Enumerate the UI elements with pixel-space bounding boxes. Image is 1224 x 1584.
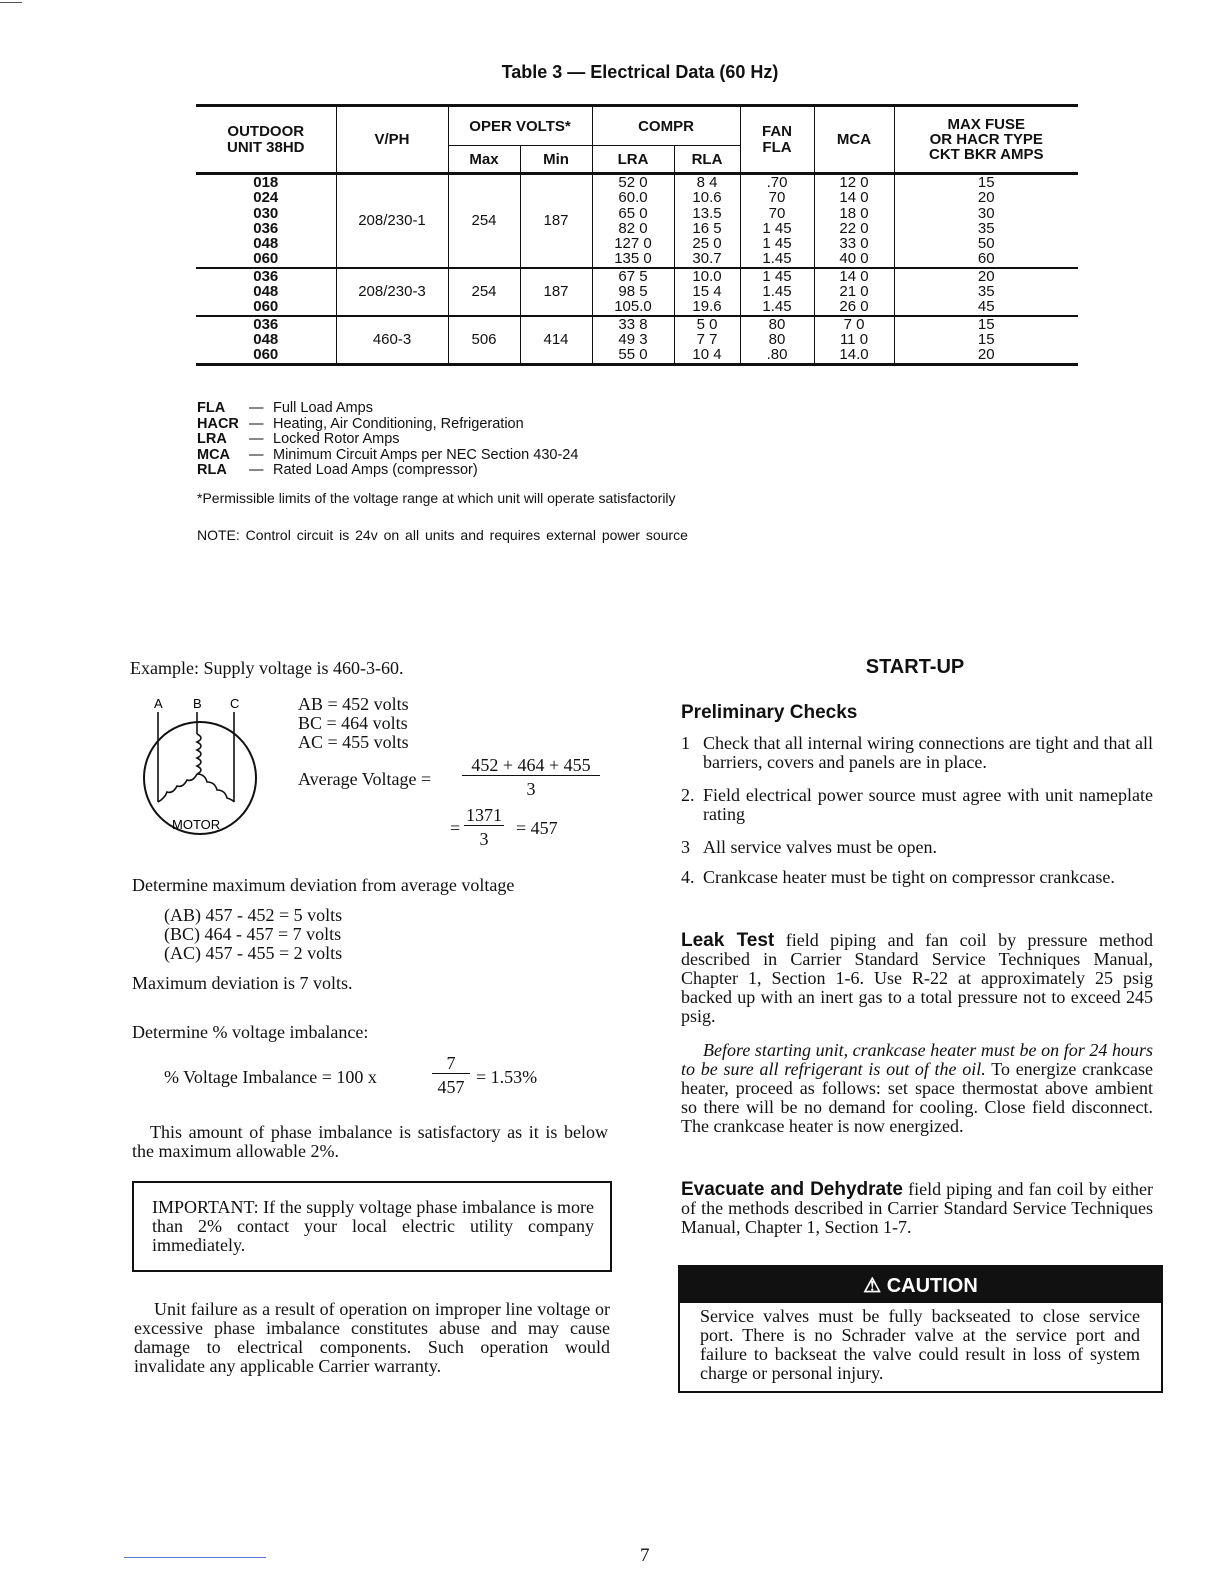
mca-value: 33 0 [839,235,869,253]
lra-value: 135 0 [614,250,652,268]
units-value: 018 [253,174,279,191]
fuse-value: 20 [977,346,995,364]
cell-vph: 208/230-1 [336,174,448,268]
rla-value: 5 0 [696,315,718,333]
leak-test-paragraph [681,931,1153,1026]
abbreviation-text: Full Load Amps [273,400,373,416]
list-item-number: 3 [681,837,690,857]
fuse-value: 15 [977,330,995,348]
imbalance-heading: Determine % voltage imbalance: [132,1022,369,1042]
cell-mca [814,316,894,364]
abbreviation-row [197,432,578,448]
cell-rla [674,268,740,316]
leak-test-heading: Leak Test [681,930,775,951]
mca-value: 21 0 [839,283,869,301]
cell-units [196,316,336,364]
fuse-value: 50 [977,235,995,253]
cell-max: 254 [448,174,520,268]
cell-units [196,174,336,268]
fan-value: 1 45 [762,219,792,237]
abbreviation-key: RLA [197,462,227,478]
lra-value: 98 5 [618,283,648,301]
table-row [196,268,1078,316]
cell-vph: 460-3 [336,316,448,364]
cell-lra [592,174,674,268]
abbreviation-dash: — [249,431,264,447]
rla-value: 13.5 [692,204,722,222]
fuse-value: 60 [977,250,995,268]
header-mca: MCA [814,106,894,174]
average-voltage-label: Average Voltage = [298,769,432,789]
abbreviation-row [197,448,578,464]
fan-value: 80 [768,330,786,348]
abbreviation-text: Heating, Air Conditioning, Refrigeration [273,415,524,432]
header-oper-volts: OPER VOLTS* [448,106,592,146]
cell-rla [674,316,740,364]
motor-diagram [138,694,268,844]
cell-min: 414 [520,316,592,364]
cell-fuse [894,174,1078,268]
important-box [132,1181,612,1272]
abbreviation-key: FLA [197,400,226,416]
imbalance-result: = 1.53% [476,1067,538,1087]
imbalance-numerator: 7 [432,1054,470,1074]
deviation-bc: (BC) 464 - 457 = 7 volts [164,924,342,944]
list-item [681,734,1153,772]
terminal-b-label: B [193,696,202,711]
warranty-text: Unit failure as a result of operation on improper line voltage or excessive phase imbalance constitutes abuse and may cause damage to electrical components. Such operation would invalidate any applicable Carrier warranty. [134,1299,610,1376]
units-value: 036 [253,219,279,237]
units-value: 048 [253,235,279,253]
deviation-ab: (AB) 457 - 452 = 5 volts [164,905,343,925]
satisfactory-text: This amount of phase imbalance is satisfactory as it is below the maximum allowable 2%. [132,1122,608,1161]
abbreviation-key: LRA [197,431,227,447]
list-item-text: All service valves must be open. [703,837,937,857]
max-deviation: Maximum deviation is 7 volts. [132,973,353,993]
units-value: 036 [253,315,279,333]
list-item [681,838,1153,857]
crankcase-paragraph [681,1041,1153,1136]
terminal-a-label: A [154,696,163,711]
mca-value: 40 0 [839,250,869,268]
abbreviation-key: HACR [197,415,239,432]
bottom-rule [124,1557,266,1558]
table-row [196,174,1078,268]
mca-value: 11 0 [839,330,869,348]
cell-mca [814,174,894,268]
mca-value: 12 0 [839,174,869,191]
fan-value: 70 [768,189,786,207]
rla-value: 8 4 [696,174,718,191]
header-compr: COMPR [592,106,740,146]
mca-value: 14 0 [839,189,869,207]
units-value: 060 [253,250,279,268]
crankcase-text: To energize crankcase heater, proceed as follows: set space thermostat above ambient so there will be no demand for cooling. Close field disconnect. The crankcase heater is now energized. [681,1059,1154,1136]
fuse-value: 20 [977,267,995,285]
fuse-value: 45 [977,298,995,316]
list-item-number: 2. [681,785,695,805]
units-value: 036 [253,267,279,285]
fuse-value: 35 [977,219,995,237]
fuse-value: 15 [977,174,995,191]
list-item [681,868,1153,887]
header-outdoor-unit: OUTDOOR UNIT 38HD [196,106,336,174]
abbreviation-row [197,401,578,417]
page-number: 7 [640,1545,650,1566]
lra-value: 60.0 [618,189,648,207]
rla-value: 25 0 [692,235,722,253]
footnote-permissible: *Permissible limits of the voltage range at which unit will operate satisfactorily [197,490,676,506]
abbreviation-text: Minimum Circuit Amps per NEC Section 430-24 [273,446,579,463]
mca-value: 14.0 [839,346,869,364]
cell-mca [814,268,894,316]
cell-max: 506 [448,316,520,364]
mca-value: 18 0 [839,204,869,222]
average-denominator: 3 [526,779,536,799]
caution-text: Service valves must be fully backseated to close service port. There is no Schrader valve at the service port and failure to backseat the valve could result in loss of system charge or personal injury. [700,1306,1140,1383]
evacuate-paragraph [681,1180,1153,1237]
fan-value: 80 [768,315,786,333]
fan-value: 1.45 [762,298,792,316]
fan-value: 1 45 [762,235,792,253]
cell-units [196,268,336,316]
units-value: 030 [253,204,279,222]
abbreviation-list [197,401,578,479]
units-value: 060 [253,346,279,364]
cell-min: 187 [520,174,592,268]
rla-value: 16 5 [692,219,722,237]
mca-value: 26 0 [839,298,869,316]
important-text: IMPORTANT: If the supply voltage phase imbalance is more than 2% contact your local electric utility company immediately. [152,1197,594,1255]
fuse-value: 15 [977,315,995,333]
cell-fan [740,174,814,268]
lra-value: 127 0 [614,235,652,253]
fuse-value: 30 [977,204,995,222]
terminal-c-label: C [230,696,240,711]
average-numerator: 452 + 464 + 455 [462,756,600,776]
abbreviation-dash: — [249,415,264,432]
fan-value: 1 45 [762,267,792,285]
cell-fuse [894,316,1078,364]
cell-vph: 208/230-3 [336,268,448,316]
abbreviation-dash: — [249,446,264,463]
lra-value: 105.0 [614,298,652,316]
deviation-heading: Determine maximum deviation from average voltage [132,875,515,895]
units-value: 060 [253,298,279,316]
abbreviation-text: Locked Rotor Amps [273,431,400,447]
cell-max: 254 [448,268,520,316]
list-item-text: Check that all internal wiring connections are tight and that all barriers, covers and panels are in place. [703,733,1153,772]
lra-value: 49 3 [618,330,648,348]
mca-value: 14 0 [839,267,869,285]
cell-lra [592,316,674,364]
deviation-ac: (AC) 457 - 455 = 2 volts [164,943,343,963]
rla-value: 10.0 [692,267,722,285]
fan-value: .70 [766,174,788,191]
cell-lra [592,268,674,316]
motor-label: MOTOR [172,817,221,832]
list-item-text: Crankcase heater must be tight on compressor crankcase. [703,867,1115,887]
lra-value: 52 0 [618,174,648,191]
list-item-number: 1 [681,733,690,753]
abbreviation-dash: — [249,462,264,478]
equals-sign: = [450,818,461,838]
cell-fan [740,268,814,316]
caution-box [678,1265,1163,1393]
rla-value: 7 7 [696,330,718,348]
caution-header: ⚠ CAUTION [680,1267,1161,1303]
sum-denominator: 3 [479,829,489,849]
abbreviation-row [197,463,578,479]
cell-rla [674,174,740,268]
fuse-value: 20 [977,189,995,207]
fan-value: .80 [766,346,788,364]
table-title: Table 3 — Electrical Data (60 Hz) [501,62,779,82]
list-item [681,786,1153,824]
fan-value: 1.45 [762,250,792,268]
units-value: 048 [253,283,279,301]
cell-fuse [894,268,1078,316]
evacuate-text: field piping and fan coil by either of the methods described in Carrier Standard Service Techniques Manual, Chapter 1, Section 1-7. [681,1179,1154,1237]
header-max: Max [448,146,520,174]
cell-fan [740,316,814,364]
fan-value: 1.45 [762,283,792,301]
evacuate-heading: Evacuate and Dehydrate [681,1179,904,1200]
header-max-fuse: MAX FUSE OR HACR TYPE CKT BKR AMPS [894,106,1078,174]
motor-icon [144,712,256,834]
average-result: = 457 [516,818,558,838]
mca-value: 7 0 [843,315,865,333]
header-vph: V/PH [336,106,448,174]
fan-value: 70 [768,204,786,222]
voltage-ac: AC = 455 volts [298,732,409,752]
note-control-circuit: NOTE: Control circuit is 24v on all units and requires external power source [197,527,688,543]
example-intro: Example: Supply voltage is 460-3-60. [130,658,404,678]
abbreviation-text: Rated Load Amps (compressor) [273,462,478,478]
rla-value: 30.7 [692,250,722,268]
abbreviation-key: MCA [197,446,231,463]
leak-test-text: field piping and fan coil by pressure method described in Carrier Standard Service Techniques Manual, Chapter 1, Section 1-6. Use R-22 at approximately 25 psig backed up with an inert gas to a total pressure not to exceed 245 psig. [681,930,1154,1026]
voltage-bc: BC = 464 volts [298,713,408,733]
voltage-ab: AB = 452 volts [298,694,409,714]
sum-numerator: 1371 [466,805,502,825]
units-value: 024 [253,189,279,207]
fuse-value: 35 [977,283,995,301]
mca-value: 22 0 [839,219,869,237]
abbreviation-dash: — [249,400,264,416]
crankcase-warning-italic: Before starting unit, crankcase heater must be on for 24 hours to be sure all refrigerant is out of the oil. [681,1040,1153,1079]
table-row [196,316,1078,364]
lra-value: 33 8 [618,315,648,333]
header-fan-fla: FAN FLA [740,106,814,174]
rla-value: 19.6 [692,298,722,316]
lra-value: 67 5 [618,267,648,285]
rla-value: 15 4 [692,283,722,301]
imbalance-label: % Voltage Imbalance = 100 x [164,1067,377,1087]
header-rla: RLA [674,146,740,174]
imbalance-denominator: 457 [437,1077,465,1097]
list-item-text: Field electrical power source must agree with unit nameplate rating [703,785,1153,824]
header-min: Min [520,146,592,174]
lra-value: 55 0 [618,346,648,364]
abbreviation-row [197,417,578,433]
units-value: 048 [253,330,279,348]
corner-mark [0,2,22,3]
rla-value: 10 4 [692,346,722,364]
lra-value: 82 0 [618,219,648,237]
electrical-data-table [196,104,1078,366]
header-lra: LRA [592,146,674,174]
list-item-number: 4. [681,867,695,887]
cell-min: 187 [520,268,592,316]
lra-value: 65 0 [618,204,648,222]
startup-title: START-UP [865,656,965,678]
preliminary-checks-heading: Preliminary Checks [681,702,858,723]
rla-value: 10.6 [692,189,722,207]
